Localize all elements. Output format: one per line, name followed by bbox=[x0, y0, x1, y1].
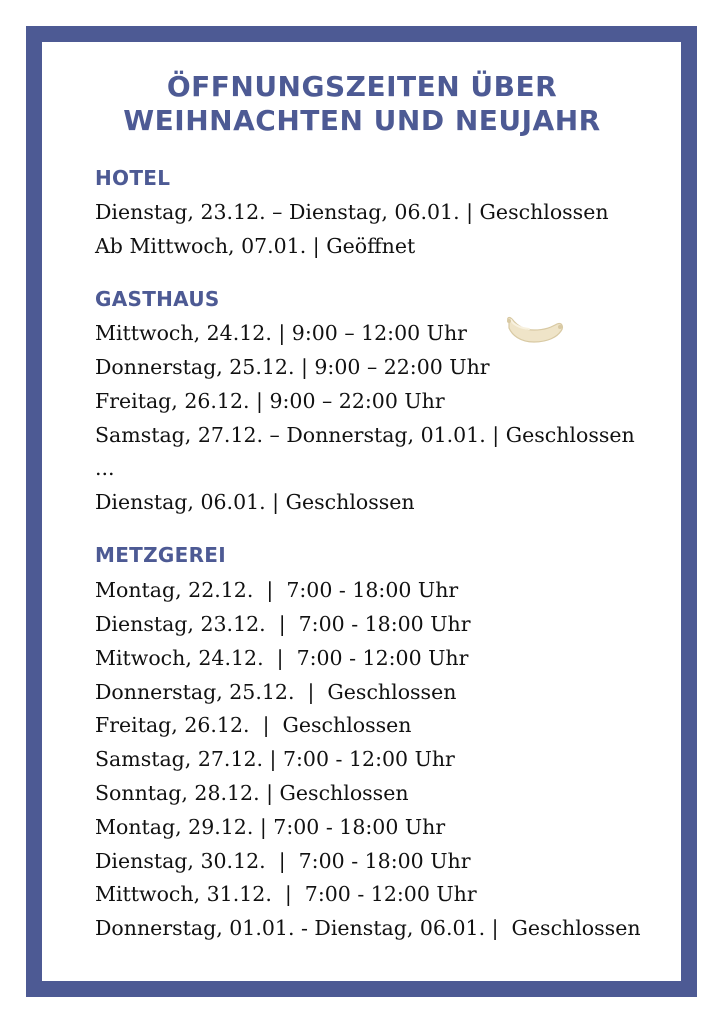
gasthaus-line: Dienstag, 06.01. | Geschlossen bbox=[95, 490, 415, 514]
title-line-2: WEIHNACHTEN UND NEUJAHR bbox=[123, 104, 601, 137]
page-title bbox=[0, 70, 724, 138]
gasthaus-line: Mittwoch, 24.12. | 9:00 – 12:00 Uhr bbox=[95, 321, 467, 345]
hotel-heading: HOTEL bbox=[95, 166, 171, 190]
gasthaus-line: Donnerstag, 25.12. | 9:00 – 22:00 Uhr bbox=[95, 355, 490, 379]
metzgerei-line: Dienstag, 30.12. | 7:00 - 18:00 Uhr bbox=[95, 849, 471, 873]
hotel-line: Dienstag, 23.12. – Dienstag, 06.01. | Geschlossen bbox=[95, 200, 609, 224]
gasthaus-line: Freitag, 26.12. | 9:00 – 22:00 Uhr bbox=[95, 389, 445, 413]
metzgerei-line: Montag, 22.12. | 7:00 - 18:00 Uhr bbox=[95, 578, 459, 602]
metzgerei-line: Sonntag, 28.12. | Geschlossen bbox=[95, 781, 409, 805]
metzgerei-line: Mittwoch, 31.12. | 7:00 - 12:00 Uhr bbox=[95, 882, 477, 906]
hotel-line: Ab Mittwoch, 07.01. | Geöffnet bbox=[95, 234, 416, 258]
metzgerei-line: Dienstag, 23.12. | 7:00 - 18:00 Uhr bbox=[95, 612, 471, 636]
metzgerei-line: Donnerstag, 25.12. | Geschlossen bbox=[95, 680, 457, 704]
weisswurst-sausage-icon bbox=[503, 314, 565, 350]
gasthaus-line: ... bbox=[95, 456, 115, 480]
gasthaus-heading: GASTHAUS bbox=[95, 287, 220, 311]
metzgerei-line: Donnerstag, 01.01. - Dienstag, 06.01. | Geschlossen bbox=[95, 916, 641, 940]
title-line-1: ÖFFNUNGSZEITEN ÜBER bbox=[166, 70, 558, 103]
metzgerei-line: Mitwoch, 24.12. | 7:00 - 12:00 Uhr bbox=[95, 646, 469, 670]
metzgerei-line: Samstag, 27.12. | 7:00 - 12:00 Uhr bbox=[95, 747, 455, 771]
metzgerei-heading: METZGEREI bbox=[95, 543, 226, 567]
gasthaus-line: Samstag, 27.12. – Donnerstag, 01.01. | Geschlossen bbox=[95, 423, 635, 447]
metzgerei-line: Freitag, 26.12. | Geschlossen bbox=[95, 713, 412, 737]
metzgerei-line: Montag, 29.12. | 7:00 - 18:00 Uhr bbox=[95, 815, 446, 839]
